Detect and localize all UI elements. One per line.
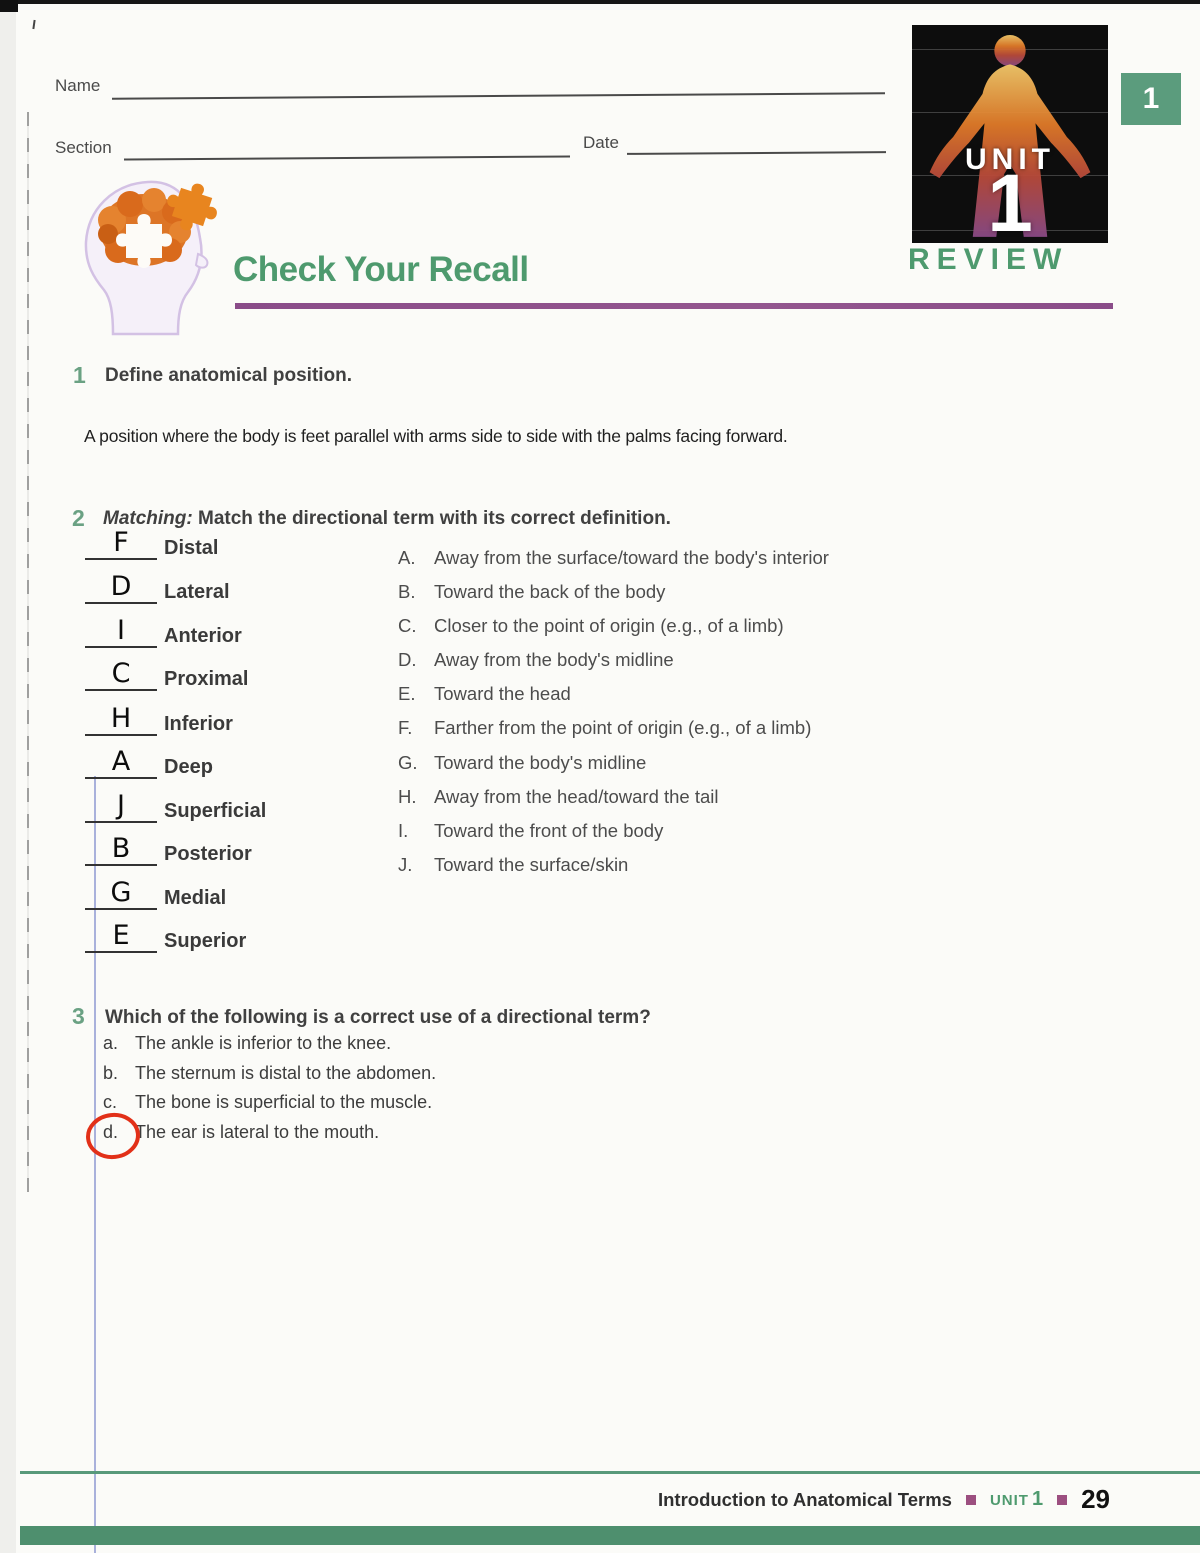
q2-number: 2 <box>72 505 85 531</box>
handwritten-answer: I <box>117 615 125 646</box>
square-bullet-icon <box>966 1495 976 1505</box>
q3-options <box>103 1033 703 1173</box>
term-label: Proximal <box>164 668 249 690</box>
definition-row <box>398 717 918 739</box>
footer-chapter-title: Introduction to Anatomical Terms <box>657 1488 952 1510</box>
answer-blank <box>85 705 157 736</box>
handwritten-answer: B <box>111 833 131 864</box>
term-label: Posterior <box>164 843 252 865</box>
q1-answer: A position where the body is feet parallel with arms side to side with the palms facing forward. <box>84 426 788 446</box>
review-heading: REVIEW <box>908 243 1069 276</box>
name-label: Name <box>55 76 101 95</box>
term-label: Inferior <box>164 713 233 735</box>
section-line <box>124 155 570 160</box>
definition-letter: H. <box>398 786 417 807</box>
handwritten-answer: D <box>110 571 132 602</box>
match-row <box>85 705 415 736</box>
term-label: Deep <box>164 756 213 778</box>
definition-text: Away from the head/toward the tail <box>434 786 719 807</box>
match-row <box>85 617 415 648</box>
option-text: The ear is lateral to the mouth. <box>135 1122 380 1142</box>
corner-page-badge: 1 <box>1121 73 1181 125</box>
definition-row <box>398 547 918 569</box>
match-row <box>85 660 415 691</box>
option-text: The sternum is distal to the abdomen. <box>135 1063 437 1083</box>
answer-blank <box>85 792 157 823</box>
name-line <box>112 92 885 99</box>
footer-unit-number: 1 <box>1031 1488 1044 1510</box>
handwritten-answer: C <box>111 658 131 689</box>
term-label: Lateral <box>164 581 230 603</box>
answer-blank <box>85 573 157 604</box>
handwritten-answer: A <box>111 746 131 777</box>
footer-unit-group <box>990 1488 1043 1511</box>
answer-blank <box>85 617 157 648</box>
definition-letter: G. <box>398 752 418 773</box>
answer-blank <box>85 529 157 560</box>
match-row <box>85 573 415 604</box>
definition-text: Toward the front of the body <box>434 820 664 841</box>
definition-row <box>398 581 918 603</box>
option-letter: d. <box>103 1122 119 1142</box>
definition-letter: I. <box>398 820 409 841</box>
term-label: Distal <box>164 537 219 559</box>
definition-letter: B. <box>398 581 416 602</box>
term-label: Medial <box>164 887 227 909</box>
handwritten-answer: J <box>117 790 125 821</box>
option-letter: b. <box>103 1063 119 1083</box>
matching-definitions-column <box>398 547 938 907</box>
definition-letter: J. <box>398 854 413 875</box>
answer-blank <box>85 660 157 691</box>
option-row <box>103 1092 432 1113</box>
definition-row <box>398 854 918 876</box>
scan-corner-mark <box>0 0 18 12</box>
scan-top-edge <box>0 0 1200 4</box>
definition-letter: F. <box>398 717 413 738</box>
term-label: Superior <box>164 930 247 952</box>
unit-word-overlay: UNIT <box>965 143 1055 176</box>
match-row <box>85 835 415 866</box>
footer <box>0 1484 1110 1515</box>
option-letter: c. <box>103 1092 118 1112</box>
q2-prompt <box>103 508 671 530</box>
date-label: Date <box>583 133 619 152</box>
handwritten-answer: G <box>110 877 132 908</box>
definition-text: Closer to the point of origin (e.g., of a limb) <box>434 615 784 636</box>
option-row <box>103 1033 391 1054</box>
option-text: The ankle is inferior to the knee. <box>135 1033 392 1053</box>
q1-question: Define anatomical position. <box>105 365 353 386</box>
definition-text: Away from the surface/toward the body's interior <box>434 547 829 568</box>
answer-blank <box>85 748 157 779</box>
term-label: Anterior <box>164 625 242 647</box>
option-row <box>103 1063 436 1084</box>
q2-prompt-rest: Match the directional term with its correct definition. <box>192 508 671 529</box>
term-label: Superficial <box>164 800 267 822</box>
answer-blank <box>85 922 157 953</box>
square-bullet-icon <box>1057 1495 1067 1505</box>
section-label: Section <box>55 138 112 157</box>
date-line <box>627 151 886 155</box>
handwritten-answer: H <box>110 703 132 734</box>
definition-row <box>398 649 918 671</box>
q3-number: 3 <box>72 1003 85 1029</box>
definition-text: Toward the head <box>434 683 571 704</box>
q2-prompt-italic: Matching: <box>103 508 193 529</box>
answer-blank <box>85 879 157 910</box>
scan-edge-strip <box>0 0 16 1553</box>
definition-row <box>398 752 918 774</box>
answer-blank <box>85 835 157 866</box>
page-title: Check Your Recall <box>233 250 529 289</box>
unit-cover-photo <box>912 25 1108 243</box>
q1-number: 1 <box>73 362 86 388</box>
footer-bottom-bar <box>20 1526 1200 1545</box>
unit-number-overlay: 1 <box>987 158 1033 243</box>
definition-letter: A. <box>398 547 416 568</box>
scan-stray-mark <box>32 20 35 29</box>
definition-row <box>398 615 918 637</box>
definition-row <box>398 786 918 808</box>
definition-text: Farther from the point of origin (e.g., of a limb) <box>434 717 812 738</box>
match-row <box>85 879 415 910</box>
footer-unit-label: UNIT <box>989 1492 1029 1509</box>
handwritten-answer: F <box>113 527 129 558</box>
answer-circle-annotation <box>81 1109 145 1163</box>
definition-letter: C. <box>398 615 417 636</box>
match-row <box>85 922 415 953</box>
definition-text: Toward the surface/skin <box>434 854 629 875</box>
option-letter: a. <box>103 1033 119 1053</box>
definition-text: Toward the body's midline <box>434 752 647 773</box>
title-underline <box>235 303 1113 309</box>
match-row <box>85 529 415 560</box>
handwritten-answer: E <box>112 920 130 951</box>
scan-scratch-line <box>27 112 29 1192</box>
brain-puzzle-illustration <box>52 168 242 336</box>
matching-terms-column <box>85 529 425 979</box>
match-row <box>85 792 415 823</box>
definition-text: Toward the back of the body <box>434 581 666 602</box>
definition-row <box>398 820 918 842</box>
q3-question: Which of the following is a correct use of a directional term? <box>105 1007 651 1028</box>
match-row <box>85 748 415 779</box>
definition-letter: E. <box>398 683 416 704</box>
definition-row <box>398 683 918 705</box>
definition-text: Away from the body's midline <box>434 649 674 670</box>
option-text: The bone is superficial to the muscle. <box>135 1092 433 1112</box>
definition-letter: D. <box>398 649 417 670</box>
footer-page-number: 29 <box>1081 1484 1110 1514</box>
footer-top-rule <box>20 1471 1200 1474</box>
